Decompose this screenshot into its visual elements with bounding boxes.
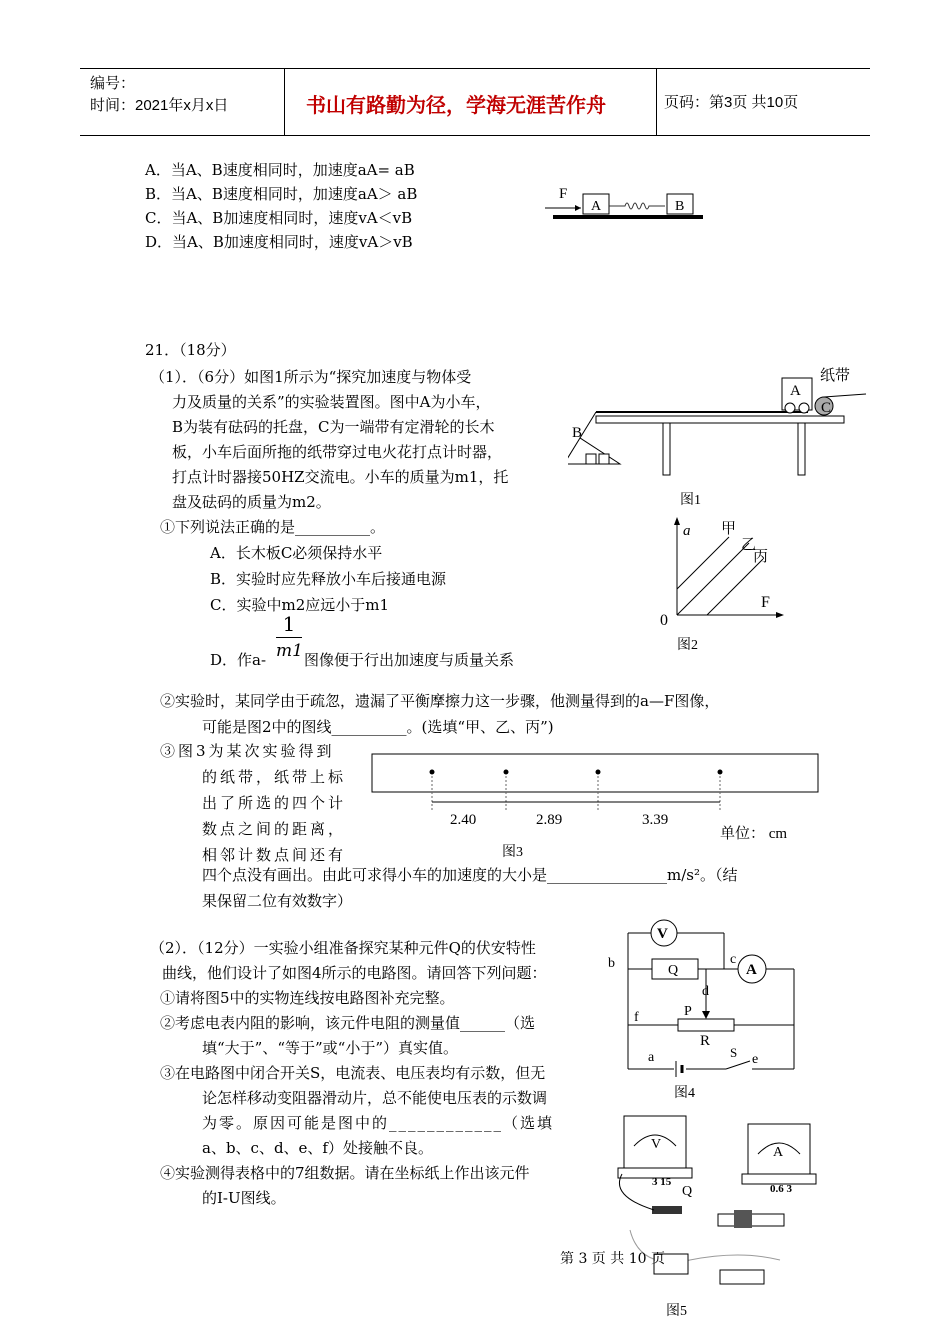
sub1-stem: ①下列说法正确的是__________。	[160, 518, 386, 536]
p2-line: a、b、c、d、e、f）处接触不良。	[202, 1139, 433, 1157]
option-b: B．当A、B速度相同时，加速度aA＞ aB	[145, 185, 418, 203]
figure-4-circuit	[606, 915, 806, 1105]
origin-label: 0	[660, 612, 668, 629]
sub3-line: 的纸带，纸带上标	[202, 768, 347, 786]
v-label: V	[651, 1137, 662, 1152]
string-down	[580, 412, 596, 438]
figure-5-apparatus	[600, 1110, 820, 1320]
p2-line: ①请将图5中的实物连线按电路图补充完整。	[160, 989, 455, 1007]
fig2-caption: 图2	[677, 638, 698, 653]
label-bing: 丙	[753, 549, 769, 565]
dist-2: 2.89	[536, 812, 563, 828]
label-a: A	[790, 383, 801, 399]
arrowhead	[575, 205, 581, 211]
frac-num: 1	[282, 612, 296, 636]
sub-question-1	[160, 514, 446, 618]
label-b: B	[572, 425, 583, 441]
spring-blocks-figure	[545, 180, 715, 230]
count-point	[718, 770, 723, 775]
rheostat-coil	[734, 1210, 752, 1228]
divider	[284, 69, 285, 135]
fig5-caption: 图5	[666, 1304, 687, 1319]
q20-options	[145, 158, 417, 254]
p1-line: 盘及砝码的质量为m2。	[172, 493, 331, 511]
sub-question-2	[160, 688, 719, 740]
sub1-opt: A．长木板C必须保持水平	[210, 544, 383, 562]
sub3-line: 相邻计数点间还有	[202, 846, 347, 864]
figure-1-apparatus	[568, 362, 868, 512]
line-bing	[707, 559, 763, 615]
page-header	[80, 68, 870, 136]
tape-label: 纸带	[820, 368, 851, 384]
a-scale: 0.6 3	[770, 1183, 792, 1195]
line-jia	[677, 537, 729, 589]
element-q	[652, 1206, 682, 1214]
force-label: F	[559, 186, 568, 202]
voltmeter-label: V	[657, 926, 668, 942]
sub1-opt-d-suffix: 图像便于行出加速度与质量关系	[304, 651, 515, 669]
q-label: Q	[668, 963, 679, 978]
label-c: C	[821, 400, 832, 416]
rheostat-r	[678, 1019, 734, 1031]
sub3-line: 出了所选的四个计	[202, 794, 347, 812]
sub1-opt-d-prefix: D．作a-	[210, 651, 267, 669]
node-f: f	[634, 1010, 639, 1025]
p1-line: B为装有砝码的托盘，C为一端带有定滑轮的长木	[172, 418, 495, 436]
wheel	[785, 403, 795, 413]
q-label: Q	[682, 1184, 693, 1199]
block-a-label: A	[591, 199, 602, 214]
p1-line: （1）．（6分）如图1所示为“探究加速度与物体受	[150, 368, 472, 386]
motto: 书山有路勤为径，学海无涯苦作舟	[306, 93, 606, 117]
table-leg	[798, 423, 805, 475]
frac-den: m1	[276, 641, 303, 661]
block-b-label: B	[675, 199, 685, 214]
count-point	[504, 770, 509, 775]
label-yi: 乙	[741, 537, 757, 553]
line-yi	[677, 543, 749, 615]
weight	[586, 454, 596, 464]
ground	[553, 215, 703, 219]
p2-line: 填“大于”、“等于”或“小于”）真实值。	[202, 1039, 459, 1057]
sub2-line: 可能是图2中的图线__________。(选填“甲、乙、丙”)	[202, 718, 554, 736]
option-a: A．当A、B速度相同时，加速度aA= aB	[145, 161, 415, 179]
node-c: c	[730, 952, 737, 967]
q21-part2	[150, 936, 554, 1211]
sub1-opt: C．实验中m2应远小于m1	[210, 596, 390, 614]
sub3-line: ③图3为某次实验得到	[160, 742, 335, 760]
page-footer: 第 3 页 共 10 页	[560, 1251, 665, 1267]
p2-line: 的I-U图线。	[202, 1189, 286, 1207]
p2-line: ③在电路图中闭合开关S，电流表、电压表均有示数，但无	[160, 1064, 546, 1082]
wheel	[799, 403, 809, 413]
p2-line: 论怎样移动变阻器滑动片，总不能使电压表的示数调	[202, 1089, 548, 1107]
x-label: F	[761, 594, 770, 611]
y-label: a	[683, 523, 691, 539]
code-label: 编号：	[90, 75, 136, 92]
header-left	[90, 73, 228, 139]
divider	[656, 69, 657, 135]
figure-3-tape	[370, 752, 820, 862]
r-label: R	[700, 1033, 711, 1049]
arrowhead	[776, 612, 784, 618]
unit-label: 单位： cm	[720, 826, 788, 842]
page-label: 页码：第3页 共10页	[664, 94, 799, 111]
dist-1: 2.40	[450, 812, 477, 828]
node-a: a	[648, 1050, 655, 1065]
label-jia: 甲	[721, 521, 737, 537]
ammeter-label: A	[746, 962, 757, 978]
count-point	[430, 770, 435, 775]
sub-question-3	[160, 738, 346, 868]
node-d: d	[702, 984, 709, 999]
switch-label: S	[730, 1045, 738, 1060]
node-b: b	[608, 956, 615, 971]
figure-2-graph	[655, 515, 785, 655]
switch	[720, 1270, 764, 1284]
p1-line: 板，小车后面所拖的纸带穿过电火花打点计时器，	[172, 443, 503, 461]
q21-title: 21．（18分）	[145, 341, 236, 359]
sub3-tail	[202, 862, 738, 914]
p-label: P	[684, 1004, 692, 1019]
v-scale: 3 15	[652, 1176, 672, 1188]
q21-part1	[150, 365, 508, 515]
node-e: e	[752, 1052, 759, 1067]
wire	[619, 1174, 654, 1210]
paper-tape	[824, 394, 866, 397]
dist-3: 3.39	[642, 812, 669, 828]
p1-line: 力及质量的关系”的实验装置图。图中A为小车，	[172, 393, 491, 411]
sub2-line: ②实验时，某同学由于疏忽，遗漏了平衡摩擦力这一步骤，他测量得到的a—F图像，	[160, 692, 720, 710]
fig4-caption: 图4	[674, 1086, 695, 1101]
slider-arrow	[702, 1011, 710, 1019]
sub3-tail-line: 果保留二位有效数字）	[202, 892, 353, 910]
fig1-caption: 图1	[680, 493, 701, 508]
table-leg	[663, 423, 670, 475]
count-point	[596, 770, 601, 775]
option-c: C．当A、B加速度相同时，速度vA＜vB	[145, 209, 413, 227]
time-label: 时间：2021年x月x日	[90, 97, 229, 114]
option-d: D．当A、B加速度相同时，速度vA＞vB	[145, 233, 413, 251]
a-label: A	[773, 1145, 784, 1160]
sub3-line: 数点之间的距离，	[202, 820, 347, 838]
arrowhead	[674, 517, 680, 525]
p2-line: ②考虑电表内阻的影响，该元件电阻的测量值______（选	[160, 1014, 536, 1032]
p1-line: 打点计时器接50HZ交流电。小车的质量为m1，托	[172, 468, 509, 486]
weight	[599, 454, 609, 464]
p2-line: 曲线，他们设计了如图4所示的电路图。请回答下列问题：	[162, 964, 547, 982]
p2-line: 为零。原因可能是图中的____________（选填	[202, 1114, 555, 1132]
sub1-opt: B．实验时应先释放小车后接通电源	[210, 570, 447, 588]
p2-line: （2）．（12分）一实验小组准备探究某种元件Q的伏安特性	[150, 939, 536, 957]
tape	[372, 754, 818, 792]
spring	[609, 203, 665, 209]
fig3-caption: 图3	[502, 845, 523, 860]
long-board	[596, 416, 844, 423]
sub3-tail-line: 四个点没有画出。由此可求得小车的加速度的大小是________________m/s²。（结	[202, 866, 738, 884]
frac-bar	[276, 637, 302, 638]
p2-line: ④实验测得表格中的7组数据。请在坐标纸上作出该元件	[160, 1164, 530, 1182]
